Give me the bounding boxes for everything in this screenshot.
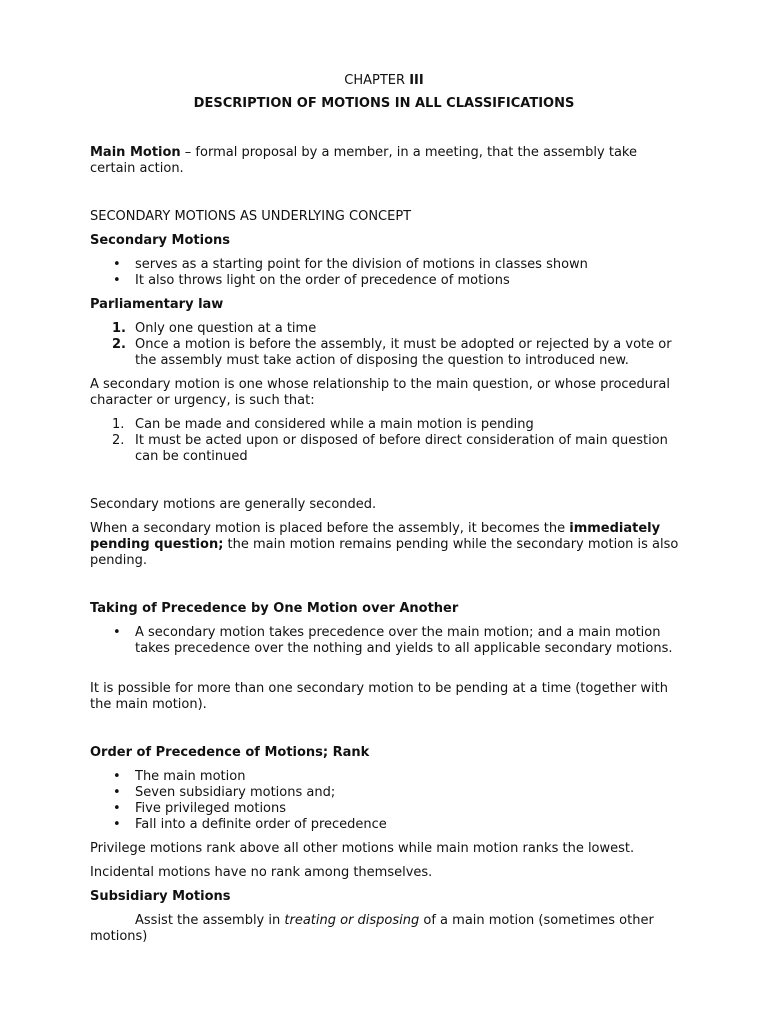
pending-at-a-time-paragraph: It is possible for more than one secondary motion to be pending at a time (together with the main motion). — [90, 681, 669, 712]
seconded-paragraph: Secondary motions are generally seconded. — [90, 497, 377, 512]
list-item: 1. Only one question at a time — [112, 321, 317, 336]
list-item: • serves as a starting point for the division of motions in classes shown — [90, 257, 680, 273]
order-precedence-heading: Order of Precedence of Motions; Rank — [90, 745, 370, 760]
incidental-rank-paragraph: Incidental motions have no rank among themselves. — [90, 865, 433, 880]
taking-precedence-heading: Taking of Precedence by One Motion over Another — [90, 601, 459, 616]
list-item: • Seven subsidiary motions and; — [90, 785, 680, 801]
subsidiary-motions-paragraph: Assist the assembly in treating or disposing of a main motion (sometimes other motions) — [90, 913, 654, 944]
concept-heading: SECONDARY MOTIONS AS UNDERLYING CONCEPT — [90, 209, 412, 224]
secondary-definition-paragraph: A secondary motion is one whose relationship to the main question, or whose procedural character or urgency, is such that: — [90, 377, 670, 408]
subsidiary-motions-heading: Subsidiary Motions — [90, 889, 231, 904]
list-item: 2. It must be acted upon or disposed of before direct consideration of main question can be continued — [112, 433, 668, 464]
list-item: 1. Can be made and considered while a main motion is pending — [112, 417, 534, 432]
privilege-rank-paragraph: Privilege motions rank above all other motions while main motion ranks the lowest. — [90, 841, 635, 856]
main-motion-term: Main Motion — [90, 145, 181, 160]
taking-precedence-list — [90, 625, 680, 657]
secondary-motions-list — [90, 257, 680, 289]
pending-paragraph: When a secondary motion is placed before the assembly, it becomes the immediately pending question; the main motion remains pending while the secondary motion is also pending. — [90, 521, 679, 568]
list-item: • Five privileged motions — [90, 801, 680, 817]
secondary-motions-heading: Secondary Motions — [90, 233, 231, 248]
secondary-definition-list — [90, 417, 680, 465]
list-item: • It also throws light on the order of precedence of motions — [90, 273, 680, 289]
list-item: • Fall into a definite order of precedence — [90, 817, 680, 833]
parliamentary-law-heading: Parliamentary law — [90, 297, 224, 312]
chapter-title: DESCRIPTION OF MOTIONS IN ALL CLASSIFICATIONS — [193, 96, 575, 111]
list-item: 2. Once a motion is before the assembly, it must be adopted or rejected by a vote or the assembly must take action of disposing the question to introduced new. — [112, 337, 672, 368]
chapter-label: CHAPTER III — [344, 73, 424, 88]
list-item: • A secondary motion takes precedence over the main motion; and a main motion takes precedence over the nothing and yields to all applicable secondary motions. — [90, 625, 680, 657]
main-motion-definition: Main Motion – formal proposal by a member, in a meeting, that the assembly take certain action. — [90, 145, 637, 176]
order-precedence-list — [90, 769, 680, 833]
list-item: • The main motion — [90, 769, 680, 785]
parliamentary-law-list — [90, 321, 680, 369]
